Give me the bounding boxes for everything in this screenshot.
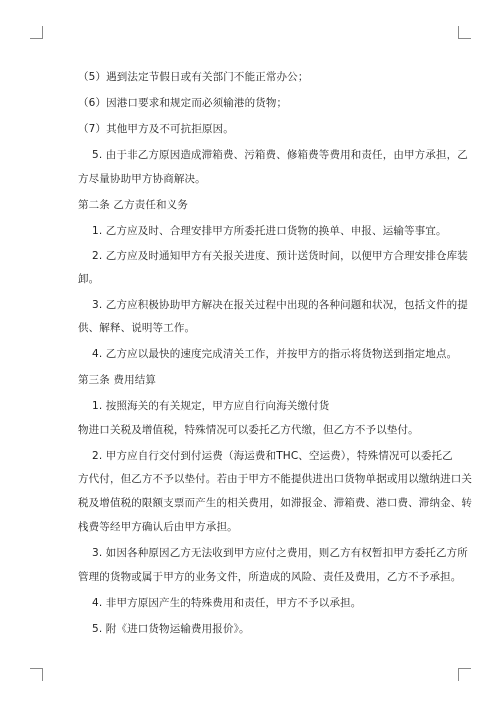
text-line: 4. 非甲方原因产生的特殊费用和责任，甲方不予以承担。 xyxy=(92,597,362,609)
text-line: 管理的货物或属于甲方的业务文件，所造成的风险、责任及费用，乙方不予承担。 xyxy=(78,571,462,583)
text-line: （5）遇到法定节假日或有关部门不能正常办公； xyxy=(78,71,309,83)
crop-mark-top-right xyxy=(458,26,471,39)
text-line: 税及增值税的限额支票而产生的相关费用，如滞报金、滞箱费、港口费、滞纳金、转 xyxy=(78,497,473,509)
text-line: 方尽量协助甲方协商解决。 xyxy=(78,173,206,185)
text-line: 供、解释、说明等工作。 xyxy=(78,322,196,334)
text-line: 方代付，但乙方不予以垫付。若由于甲方不能提供进出口货物单据或用以缴纳进口关 xyxy=(78,473,473,485)
crop-mark-bottom-right xyxy=(458,668,471,681)
crop-mark-top-left xyxy=(30,26,43,39)
text-line: 2. 甲方应自行交付到付运费（海运费和THC、空运费），特殊情况可以委托乙 xyxy=(92,450,453,462)
text-line: 4. 乙方应以最快的速度完成清关工作，并按甲方的指示将货物送到指定地点。 xyxy=(92,348,458,360)
text-line: 3. 如因各种原因乙方无法收到甲方应付之费用，则乙方有权暂扣甲方委托乙方所 xyxy=(92,547,468,559)
text-line: （7）其他甲方及不可抗拒原因。 xyxy=(78,123,234,135)
section-heading: 第三条 费用结算 xyxy=(78,374,157,386)
section-heading: 第二条 乙方责任和义务 xyxy=(78,199,188,211)
crop-mark-bottom-left xyxy=(30,668,43,681)
text-line: 物进口关税及增值税，特殊情况可以委托乙方代缴，但乙方不予以垫付。 xyxy=(78,424,419,436)
text-line: （6）因港口要求和规定而必须输港的货物； xyxy=(78,97,288,109)
text-line: 1. 乙方应及时、合理安排甲方所委托进口货物的换单、申报、运输等事宜。 xyxy=(92,225,447,237)
text-line: 5. 由于非乙方原因造成滞箱费、污箱费、修箱费等费用和责任，由甲方承担，乙 xyxy=(92,149,468,161)
text-line: 5. 附《进口货物运输费用报价》。 xyxy=(92,623,250,635)
text-line: 栈费等经甲方确认后由甲方承担。 xyxy=(78,521,238,533)
text-line: 1. 按照海关的有关规定，甲方应自行向海关缴付货 xyxy=(92,400,330,412)
text-line: 卸。 xyxy=(78,273,100,285)
text-line: 3. 乙方应积极协助甲方解决在报关过程中出现的各种问题和状况，包括文件的提 xyxy=(92,299,468,311)
text-line: 2. 乙方应及时通知甲方有关报关进度、预计送货时间，以便甲方合理安排仓库装 xyxy=(92,250,468,262)
